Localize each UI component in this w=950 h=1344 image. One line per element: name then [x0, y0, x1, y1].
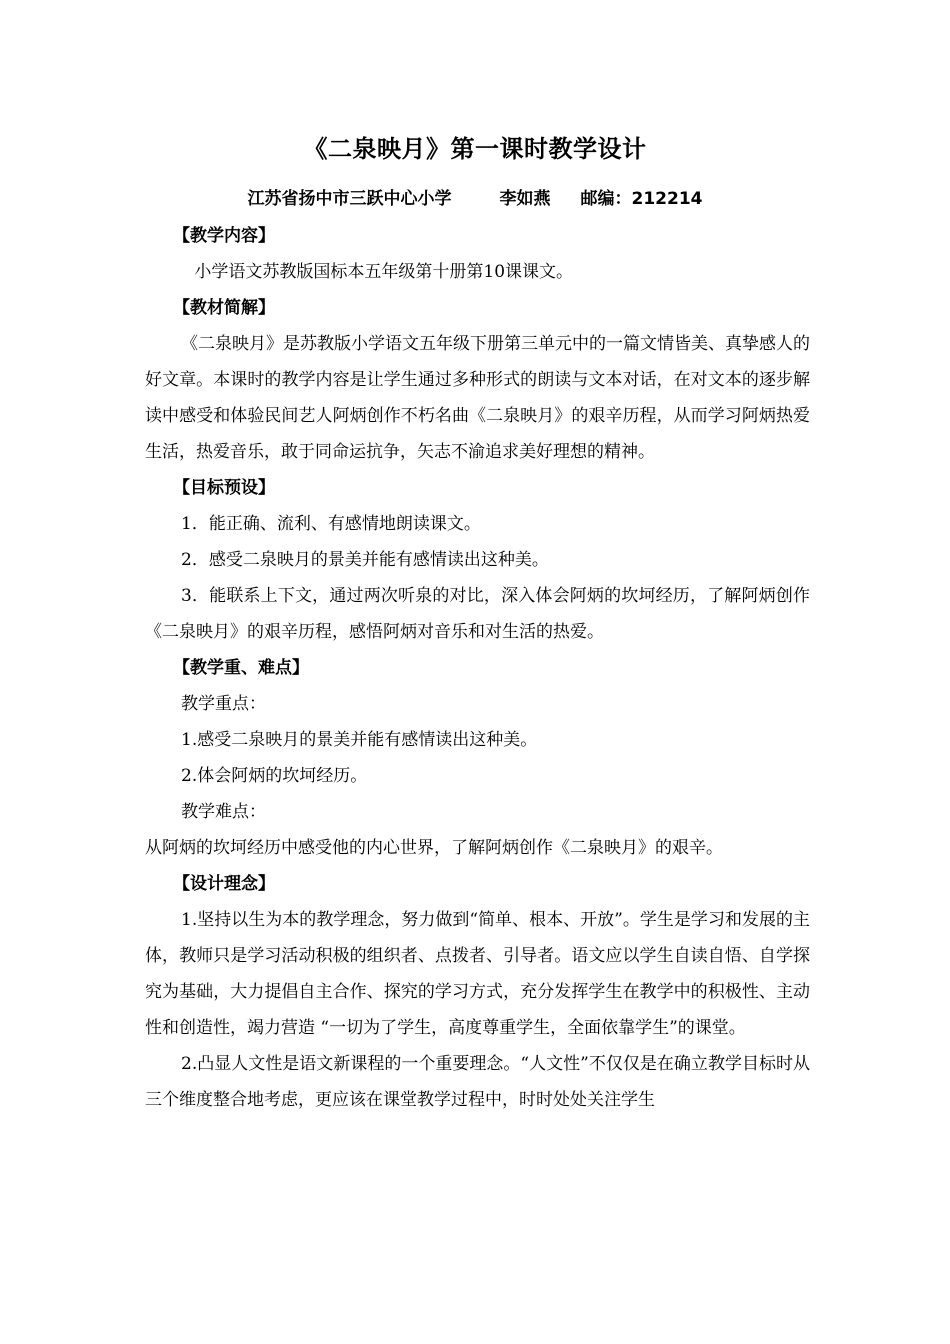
focus-item: 2.体会阿炳的坎坷经历。 [181, 766, 368, 786]
concept-paragraph: 1.坚持以生为本的教学理念，努力做到“简单、根本、开放”。学生是学习和发展的主体，教师只是学习活动积极的组织者、点拨者、引导者。语文应以学生自读自悟、自学探究为基础，大力提倡自主合作、探究的学习方式，充分发挥学生在教学中的积极性、主动性和创造性，竭力营造 “一切为了学生，高度尊重学生，全面依靠学生”的课堂。 [145, 910, 810, 1038]
section-heading-key-points: 【教学重、难点】 [173, 658, 309, 678]
document-title: 《二泉映月》第一课时教学设计 [303, 135, 647, 163]
focus-label: 教学重点： [181, 694, 266, 714]
section-heading-concept: 【设计理念】 [173, 874, 275, 894]
author-school: 江苏省扬中市三跃中心小学 [247, 189, 452, 209]
material-paragraph: 《二泉映月》是苏教版小学语文五年级下册第三单元中的一篇文情皆美、真挚感人的好文章。本课时的教学内容是让学生通过多种形式的朗读与文本对话，在对文本的逐步解读中感受和体验民间艺人阿炳创作不朽名曲《二泉映月》的艰辛历程，从而学习阿炳热爱生活，热爱音乐，敢于同命运抗争，矢志不渝追求美好理想的精神。 [145, 334, 810, 462]
document-body [145, 218, 810, 1118]
author-line [0, 185, 950, 213]
goal-item: 3．能联系上下文，通过两次听泉的对比，深入体会阿炳的坎坷经历，了解阿炳创作《二泉映月》的艰辛历程，感悟阿炳对音乐和对生活的热爱。 [145, 586, 810, 642]
author-name: 李如燕 [499, 189, 551, 209]
author-postcode: 邮编：212214 [580, 189, 703, 209]
goal-item: 2．感受二泉映月的景美并能有感情读出这种美。 [181, 550, 549, 570]
content-text: 小学语文苏教版国标本五年级第十册第10课课文。 [189, 262, 574, 282]
concept-paragraph: 2.凸显人文性是语文新课程的一个重要理念。“人文性”不仅仅是在确立教学目标时从三个维度整合地考虑，更应该在课堂教学过程中，时时处处关注学生 [145, 1054, 810, 1110]
difficulty-label: 教学难点： [181, 802, 266, 822]
goal-item: 1．能正确、流利、有感情地朗读课文。 [181, 514, 481, 534]
difficulty-text: 从阿炳的坎坷经历中感受他的内心世界，了解阿炳创作《二泉映月》的艰辛。 [145, 838, 723, 858]
section-heading-content: 【教学内容】 [173, 226, 275, 246]
section-heading-goals: 【目标预设】 [173, 478, 275, 498]
section-heading-material: 【教材简解】 [173, 298, 275, 318]
focus-item: 1.感受二泉映月的景美并能有感情读出这种美。 [181, 730, 538, 750]
